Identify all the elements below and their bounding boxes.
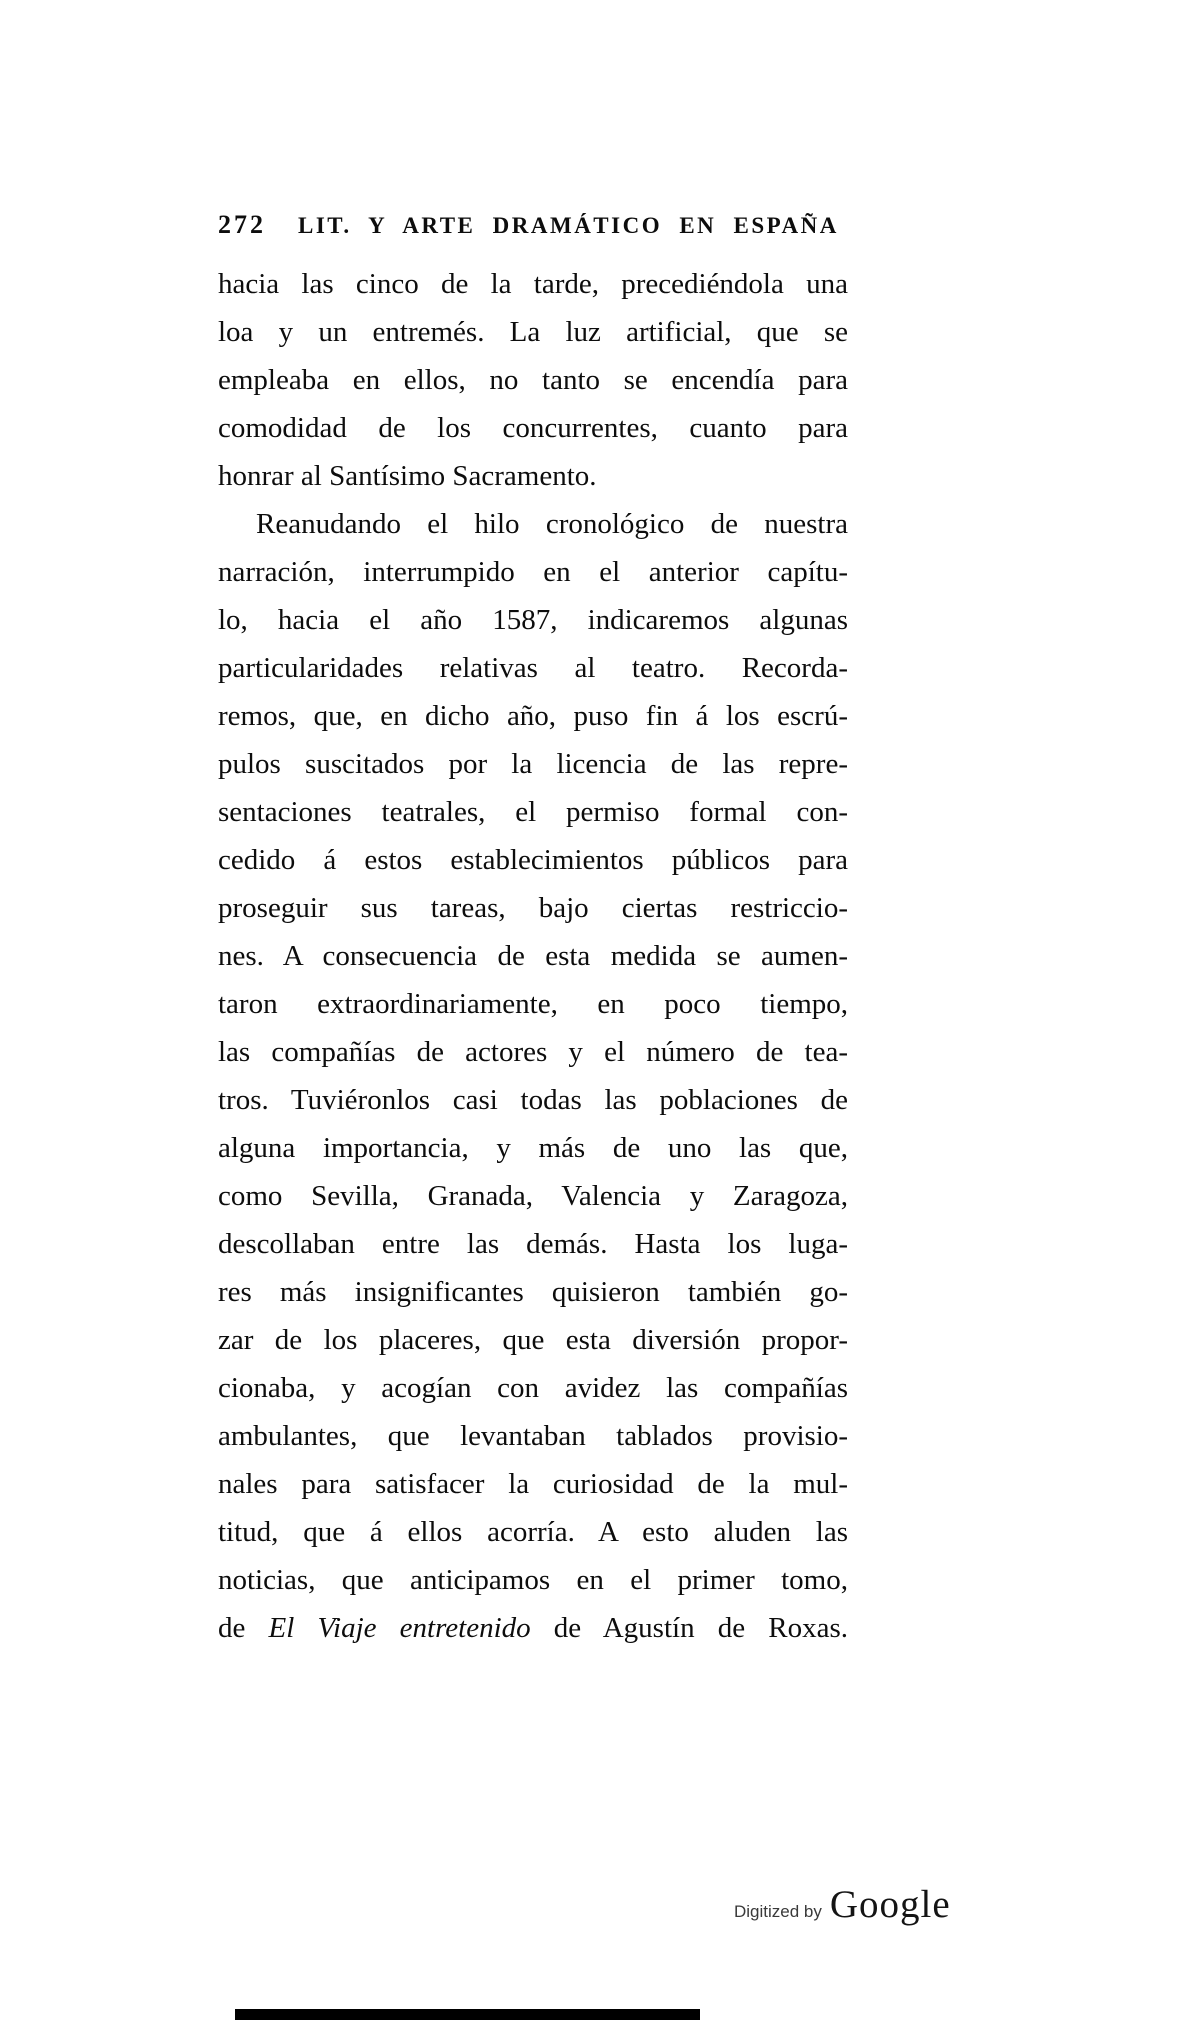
digitized-by-watermark <box>734 1882 951 1927</box>
text-line <box>218 1124 848 1172</box>
text-segment: ambulantes, que levantaban tablados provisio- <box>218 1420 848 1452</box>
text-segment: taron extraordinariamente, en poco tiempo, <box>218 988 848 1020</box>
text-line <box>218 1508 848 1556</box>
text-line <box>218 1268 848 1316</box>
text-segment: comodidad de los concurrentes, cuanto para <box>218 412 848 444</box>
text-segment: empleaba en ellos, no tanto se encendía para <box>218 364 848 396</box>
text-segment: cedido á estos establecimientos públicos para <box>218 844 848 876</box>
text-segment: las compañías de actores y el número de tea- <box>218 1036 848 1068</box>
text-line <box>218 740 848 788</box>
text-line <box>218 1412 848 1460</box>
text-line <box>218 1028 848 1076</box>
text-line <box>218 1316 848 1364</box>
text-line <box>218 1076 848 1124</box>
text-segment: de <box>218 1612 269 1644</box>
text-line <box>218 500 848 548</box>
scan-artifact-bar <box>235 2009 700 2020</box>
text-line <box>218 644 848 692</box>
text-segment: tros. Tuviéronlos casi todas las poblaciones de <box>218 1084 848 1116</box>
running-title: LIT. Y ARTE DRAMÁTICO EN ESPAÑA <box>298 213 839 238</box>
digitized-by-label: Digitized by <box>734 1902 822 1921</box>
text-segment: como Sevilla, Granada, Valencia y Zaragoza, <box>218 1180 848 1212</box>
text-segment: nales para satisfacer la curiosidad de la mul- <box>218 1468 848 1500</box>
text-segment: nes. A consecuencia de esta medida se aumen- <box>218 940 848 972</box>
text-segment: remos, que, en dicho año, puso fin á los escrú- <box>218 700 848 732</box>
text-segment: lo, hacia el año 1587, indicaremos algunas <box>218 604 848 636</box>
text-line <box>218 980 848 1028</box>
text-line <box>218 260 848 308</box>
text-line <box>218 1604 848 1652</box>
text-segment: noticias, que anticipamos en el primer tomo, <box>218 1564 848 1596</box>
text-segment: pulos suscitados por la licencia de las repre- <box>218 748 848 780</box>
text-segment: de Agustín de Roxas. <box>530 1612 848 1644</box>
text-line <box>218 1220 848 1268</box>
text-line <box>218 884 848 932</box>
text-segment: descollaban entre las demás. Hasta los luga- <box>218 1228 848 1260</box>
text-segment: zar de los placeres, que esta diversión propor- <box>218 1324 848 1356</box>
text-segment: honrar al Santísimo Sacramento. <box>218 460 597 492</box>
text-segment: sentaciones teatrales, el permiso formal con- <box>218 796 848 828</box>
text-segment: proseguir sus tareas, bajo ciertas restriccio- <box>218 892 848 924</box>
text-segment: titud, que á ellos acorría. A esto aluden las <box>218 1516 848 1548</box>
text-line <box>218 788 848 836</box>
text-segment: res más insignificantes quisieron también go- <box>218 1276 848 1308</box>
text-line <box>218 1172 848 1220</box>
text-block <box>218 260 848 1652</box>
text-segment: narración, interrumpido en el anterior capítu- <box>218 556 848 588</box>
page-number: 272 <box>218 210 266 239</box>
google-logo: Google <box>829 1883 951 1926</box>
text-segment: loa y un entremés. La luz artificial, que se <box>218 316 848 348</box>
text-line <box>218 1460 848 1508</box>
text-line <box>218 1364 848 1412</box>
text-line <box>218 404 848 452</box>
text-line <box>218 452 848 500</box>
text-line <box>218 692 848 740</box>
text-segment: hacia las cinco de la tarde, precediéndola una <box>218 268 848 300</box>
text-line <box>218 836 848 884</box>
text-line <box>218 1556 848 1604</box>
text-segment: cionaba, y acogían con avidez las compañías <box>218 1372 848 1404</box>
text-segment: Reanudando el hilo cronológico de nuestra <box>256 508 848 540</box>
text-line <box>218 308 848 356</box>
text-line <box>218 932 848 980</box>
text-segment: particularidades relativas al teatro. Recorda- <box>218 652 848 684</box>
page-header <box>218 210 858 240</box>
text-line <box>218 356 848 404</box>
text-segment: alguna importancia, y más de uno las que, <box>218 1132 848 1164</box>
book-title-italic: El Viaje entretenido <box>268 1612 531 1644</box>
text-line <box>218 596 848 644</box>
text-line <box>218 548 848 596</box>
